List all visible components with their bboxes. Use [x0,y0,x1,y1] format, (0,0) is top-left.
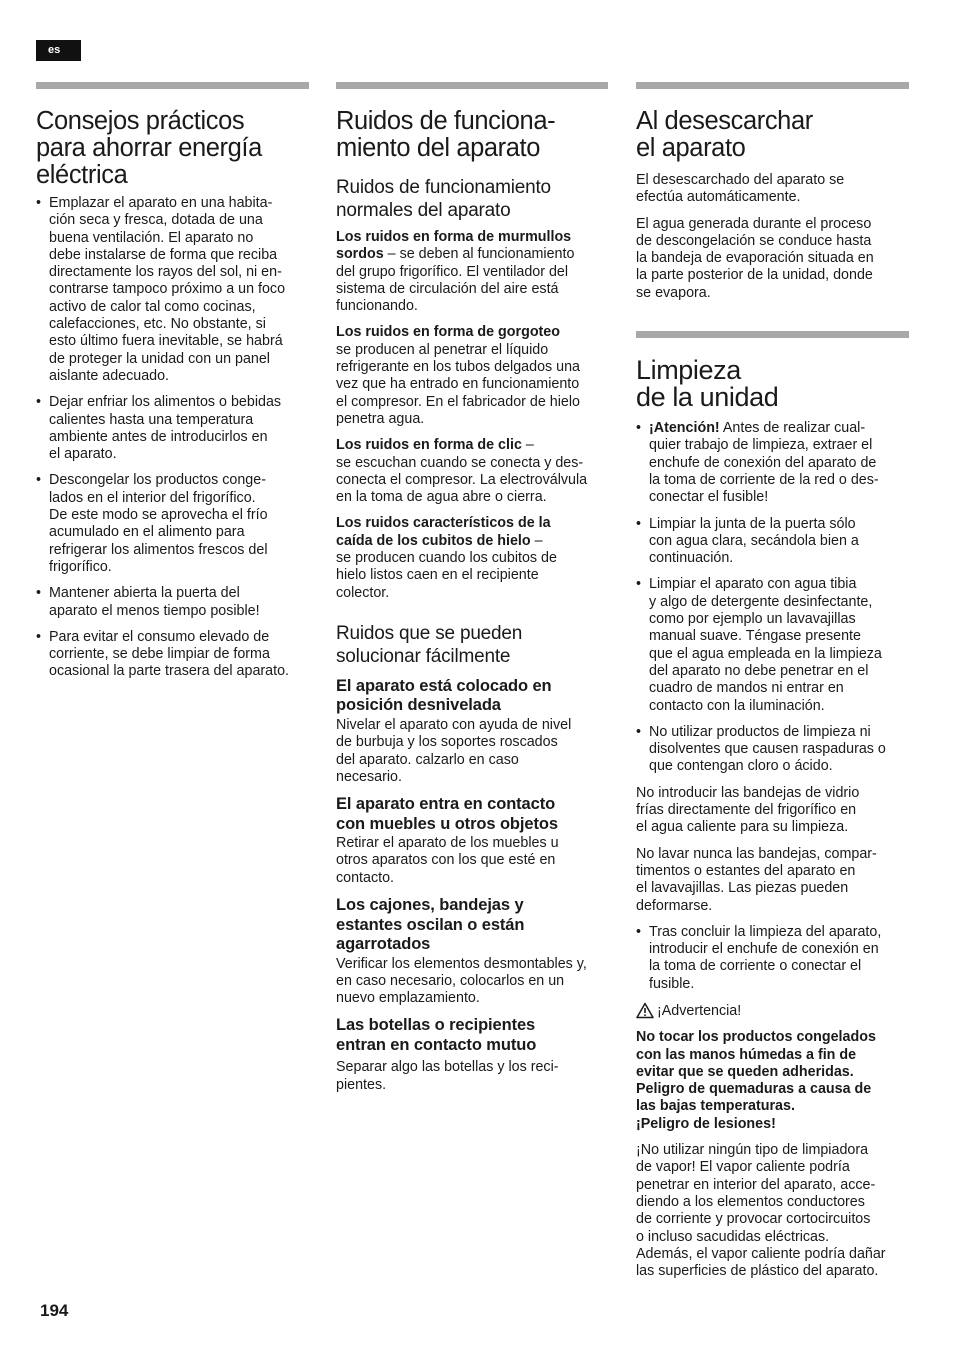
cleaning-paragraph: No lavar nunca las bandejas, compar- timentos o estantes del aparato en el lavavajillas. Las piezas pueden deformarse. [636,845,877,914]
list-item: • Dejar enfriar los alimentos o bebidas calientes hasta una temperatura ambiente antes de introducirlos en el aparato. [36,394,309,463]
language-tag: es [36,40,81,61]
energy-tips-title: Consejos prácticos para ahorrar energía eléctrica [36,107,262,189]
list-item: • Emplazar el aparato en una habita- ción seca y fresca, dotada de una buena ventilación. El aparato no debe instalarse de forma que reciba directamente los rayos del sol, ni en- contrarse tampoco próximo a un foco activo de calor tal como cocinas, calefacciones, etc. No obstante, si esto último fuera inevitable, se habrá de proteger la unidad con un panel aislante adecuado. [36,195,309,385]
page-number: 194 [40,1301,69,1320]
list-item: • ¡Atención! Antes de realizar cual- quier trabajo de limpieza, extraer el enchufe de conexión del aparato de la toma de corriente de la red o des- conectar el fusible! [636,420,909,506]
warning-bold-text: No tocar los productos congelados con las manos húmedas a fin de evitar que se queden adheridas. Peligro de quemaduras a causa de las bajas temperaturas. ¡Peligro de lesiones! [636,1029,876,1132]
section-divider [36,82,309,89]
fixable-noises-heading: Ruidos que se pueden solucionar fácilmente [336,622,523,667]
issue-heading: El aparato está colocado en posición desnivelada [336,676,552,715]
section-divider [636,82,909,89]
list-item: • Para evitar el consumo elevado de corriente, se debe limpiar de forma ocasional la parte trasera del aparato. [36,629,309,681]
list-item: • Descongelar los productos conge- lados en el interior del frigorífico. De este modo se aprovecha el frío acumulado en el alimento para refrigerar los alimentos frescos del frigorífico. [36,472,309,576]
section-divider [636,331,909,338]
section-divider [336,82,608,89]
issue-heading: Los cajones, bandejas y estantes oscilan o están agarrotados [336,896,525,954]
defrost-title: Al desescarchar el aparato [636,107,813,162]
issue-text: Retirar el aparato de los muebles u otros aparatos con los que esté en contacto. [336,835,559,886]
noise-paragraph: Los ruidos en forma de gorgoteo se producen al penetrar el líquido refrigerante en los tubos delgados una vez que ha entrado en funcionamiento el compresor. En el fabricador de hielo penetra agua. [336,324,581,427]
warning-text: ¡No utilizar ningún tipo de limpiadora de vapor! El vapor caliente podría penetrar en interior del aparato, acce- diendo a los elementos conductores de corriente y provocar cortocircuitos o incluso sacudidas eléctricas. Además, el vapor caliente podría dañar las superficies de plástico del aparato. [636,1142,886,1280]
issue-heading: El aparato entra en contacto con muebles u otros objetos [336,795,558,833]
noise-paragraph: Los ruidos en forma de murmullos sordos – se deben al funcionamiento del grupo frigorífico. El ventilador del sistema de circulación del aire está funcionando. [336,229,575,315]
cleaning-list-end [636,924,909,993]
cleaning-paragraph: No introducir las bandejas de vidrio frías directamente del frigorífico en el agua caliente para su limpieza. [636,784,860,836]
issue-text: Verificar los elementos desmontables y, en caso necesario, colocarlos en un nuevo emplazamiento. [336,955,587,1007]
defrost-paragraph: El desescarchado del aparato se efectúa automáticamente. [636,172,845,206]
list-item: • No utilizar productos de limpieza ni disolventes que causen raspaduras o que contengan cloro o ácido. [636,724,909,776]
list-item: • Limpiar la junta de la puerta sólo con agua clara, secándola bien a continuación. [636,516,909,568]
noise-paragraph: Los ruidos característicos de la caída de los cubitos de hielo – se producen cuando los cubitos de hielo listos caen en el recipiente colector. [336,515,557,601]
warning-label: ¡Advertencia! [636,1002,909,1020]
noise-paragraph: Los ruidos en forma de clic – se escuchan cuando se conecta y des- conecta el compresor. La electroválvula en la toma de agua abre o cierra. [336,437,588,506]
energy-tips-list [36,195,309,681]
operating-noises-title: Ruidos de funciona- miento del aparato [336,107,556,162]
issue-heading: Las botellas o recipientes entran en contacto mutuo [336,1016,537,1054]
warning-triangle-icon [636,1002,654,1019]
normal-noises-heading: Ruidos de funcionamiento normales del aparato [336,177,551,221]
operating-noises-column [336,82,608,1103]
cleaning-title: Limpieza de la unidad [636,355,779,413]
list-item: • Limpiar el aparato con agua tibia y algo de detergente desinfectante, como por ejemplo un lavavajillas manual suave. Téngase presente que el agua empleada en la limpieza del aparato no debe penetrar en el cuadro de mandos ni entrar en contacto con la iluminación. [636,576,909,714]
list-item: • Mantener abierta la puerta del aparato el menos tiempo posible! [36,585,309,620]
cleaning-list [636,420,909,776]
list-item: • Tras concluir la limpieza del aparato, introducir el enchufe de conexión en la toma de corriente o conectar el fusible. [636,924,909,993]
issue-text: Separar algo las botellas y los reci- pientes. [336,1059,559,1093]
energy-tips-column [36,82,309,690]
defrost-cleaning-column [636,82,909,1289]
defrost-paragraph: El agua generada durante el proceso de descongelación se conduce hasta la bandeja de evaporación situada en la parte posterior de la unidad, donde se evapora. [636,215,874,301]
issue-text: Nivelar el aparato con ayuda de nivel de burbuja y los soportes roscados del aparato. calzarlo en caso necesario. [336,716,572,785]
